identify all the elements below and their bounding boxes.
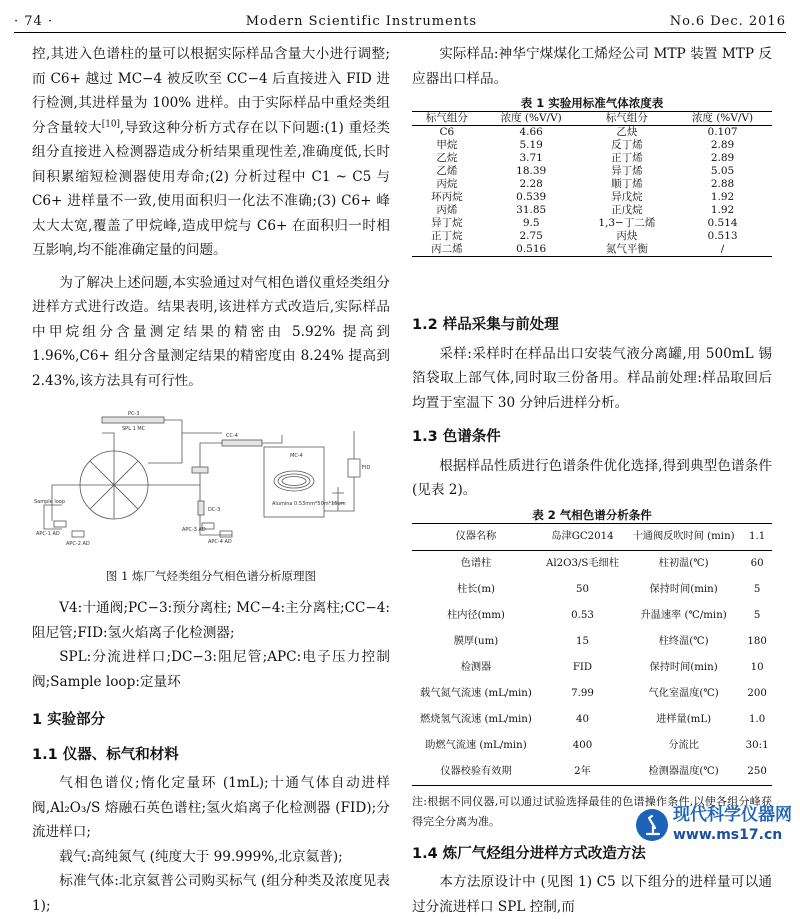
table-cell: 柱初温(℃)	[658, 557, 709, 569]
table-cell: 5	[753, 583, 761, 595]
paragraph: 根据样品性质进行色谱条件优化选择,得到典型色谱条件 (见表 2)。	[412, 457, 772, 498]
section-heading: 1 实验部分	[32, 712, 106, 728]
table-cell: 丙烷	[436, 178, 458, 190]
table-cell: 顺丁烯	[611, 178, 643, 190]
table-cell: 环丙烷	[431, 191, 463, 203]
table-cell: 仪器校验有效期	[440, 765, 512, 777]
apc-label: APC-1 AD	[36, 531, 60, 537]
table-cell: 400	[572, 739, 593, 751]
table-cell: 2.89	[710, 139, 735, 151]
subsection-heading: 1.4 炼厂气烃组分进样方式改造方法	[412, 845, 646, 862]
table-cell: 2.88	[710, 178, 735, 190]
table-cell: 0.539	[516, 191, 547, 203]
table-header-row	[412, 112, 772, 126]
table-cell: C6	[439, 126, 455, 138]
table-cell: 气化室温度(℃)	[648, 687, 719, 699]
watermark-title: 现代科学仪器网	[673, 805, 792, 825]
paragraph: 本方法原设计中 (见图 1) C5 以下组分的进样量可以通过分流进样口 SPL 控制,而	[412, 874, 772, 915]
chromatography-schematic	[32, 403, 390, 551]
table-cell: 浓度 (%V/V)	[673, 112, 772, 126]
spl-label: SPL 1 MC	[122, 426, 146, 432]
mc-label: MC-4	[290, 453, 303, 459]
table-cell: 5.05	[710, 165, 735, 177]
table-cell: 正丁烷	[431, 230, 463, 242]
figure-legend: SPL:分流进样口;DC−3:阻尼管;APC:电子压力控制阀;Sample loop:定量环	[32, 649, 390, 690]
subsection-heading: 1.2 样品采集与前处理	[412, 317, 559, 333]
table-cell: 异丁烯	[611, 165, 643, 177]
table-cell: 0.516	[516, 243, 547, 255]
table-cell: 7.99	[571, 687, 594, 699]
table-cell: 升温速率 (℃/min)	[640, 609, 727, 621]
site-watermark	[635, 805, 792, 845]
figure-caption: 图 1 炼厂气烃类组分气相色谱分析原理图	[105, 568, 317, 583]
table-cell: 检测器	[460, 661, 492, 673]
standard-gas-table	[412, 111, 772, 257]
table-cell: 分流比	[668, 739, 699, 751]
table-cell: 0.514	[707, 217, 738, 229]
table-cell: 1.92	[710, 191, 735, 203]
table-caption: 表 1 实验用标准气体浓度表	[520, 96, 664, 110]
subsection-heading: 1.3 色谱条件	[412, 429, 501, 445]
table-cell: 保持时间(min)	[649, 583, 718, 595]
table-cell: 180	[747, 635, 767, 647]
table-row	[412, 707, 772, 733]
table-cell: 31.85	[516, 204, 547, 216]
table-row	[412, 165, 772, 178]
table-row	[412, 577, 772, 603]
table-cell: 柱终温(℃)	[658, 635, 709, 647]
table-cell: 2.28	[519, 178, 543, 190]
table-row	[412, 204, 772, 217]
table-row	[412, 126, 772, 140]
paragraph: 采样:采样时在样品出口安装气液分离罐,用 500mL 锡箔袋取上部气体,同时取三份备用。样品前处理:样品取回后均置于室温下 30 分钟后进样分析。	[412, 345, 772, 411]
paragraph: 气相色谱仪;惰化定量环 (1mL);十通气体自动进样阀,Al₂O₃/S 熔融石英色谱柱;氢火焰离子化检测器 (FID);分流进样口;	[32, 775, 390, 840]
fid-label: FID	[362, 465, 371, 471]
table-cell: 进样量(mL)	[656, 713, 712, 725]
table-caption: 表 2 气相色谱分析条件	[532, 507, 652, 522]
table-cell: 丙炔	[616, 230, 638, 242]
table-row	[412, 655, 772, 681]
table-cell: 标气组分	[412, 112, 482, 126]
table-cell: 正戊烷	[611, 204, 643, 216]
table-row	[412, 629, 772, 655]
table-cell: 0.107	[707, 126, 738, 138]
table-cell: 反丁烯	[611, 139, 643, 151]
table-row	[412, 759, 772, 786]
table-cell: 200	[747, 687, 767, 699]
table-cell: 色谱柱	[460, 557, 492, 569]
left-column	[32, 42, 390, 918]
table-cell: 18.39	[516, 165, 547, 177]
table-cell: 正丁烯	[611, 152, 643, 164]
table-row	[412, 681, 772, 707]
running-header	[14, 10, 786, 33]
table-cell: 2年	[574, 765, 591, 777]
citation-ref: [10]	[101, 118, 120, 129]
table-cell: Al2O3/S毛细柱	[546, 557, 619, 569]
table-row	[412, 191, 772, 204]
gc-conditions-table	[412, 523, 772, 786]
table-cell: 异戊烷	[611, 191, 643, 203]
paragraph: 控,其进入色谱柱的量可以根据实际样品含量大小进行调整;而 C6+ 越过 MC−4 被反吹至 CC−4 后直接进入 FID 进行检测,其进样量为 100% 进样。由于实际样品中重烃类组分含量较大[10],导致这种分析方式存在以下问题:(1) 重烃类组分直接进入检测器造成分析结果重现性差,准确度低,长时间积累缩短检测器使用寿命;(2) 分析过程中 C1 ~ C5 与 C6+ 进样量不一致,使用面积归一化法不准确;(3) C6+ 峰太大太宽,覆盖了甲烷峰,造成甲烷与 C6+ 在面积归一时相互影响,均不能准确定量的问题。	[32, 46, 390, 258]
table-cell: 异丁烷	[431, 217, 463, 229]
table-cell: FID	[572, 661, 593, 673]
paragraph: 载气:高纯氮气 (纯度大于 99.999%,北京氦普);	[59, 848, 343, 865]
apc-label: APC-4 AD	[208, 539, 232, 545]
microscope-logo-icon	[635, 808, 669, 842]
table-cell: /	[720, 243, 725, 255]
table-cell: 4.66	[519, 126, 543, 138]
table-row	[412, 603, 772, 629]
table-cell: 柱长(m)	[456, 583, 495, 595]
table-header-row	[412, 523, 772, 550]
pc-label: PC-3	[128, 411, 140, 417]
table-cell: 1,3−丁二烯	[598, 217, 656, 229]
paragraph: 标准气体:北京氦普公司购买标气 (组分种类及浓度见表 1);	[32, 873, 390, 914]
table-cell: 15	[575, 635, 589, 647]
table-row	[412, 243, 772, 257]
table-cell: 检测器温度(℃)	[648, 765, 719, 777]
watermark-url: www.ms17.cn	[673, 827, 783, 843]
table-cell: 60	[750, 557, 764, 569]
table-cell: 仪器名称	[412, 523, 540, 550]
column-label: Alumina 0.53mm*50m*15um	[272, 501, 346, 507]
table-cell: 2.89	[710, 152, 735, 164]
page-number: · 74 ·	[14, 13, 54, 29]
table-row	[412, 152, 772, 165]
table-note: 注:根据不同仪器,可以通过试验选择最佳的色谱操作条件,以使各组分峰获得完全分离为准。	[412, 794, 772, 828]
sample-loop-label: Sample loop	[34, 499, 66, 505]
table-cell: 40	[575, 713, 589, 725]
table-cell: 5.19	[519, 139, 543, 151]
table-cell: 30:1	[745, 739, 769, 751]
table-cell: 甲烷	[436, 139, 458, 151]
paragraph: 为了解决上述问题,本实验通过对气相色谱仪重烃类组分进样方式进行改造。结果表明,该进样方式改造后,实际样品中甲烷组分含量测定结果的精密由 5.92% 提高到 1.96%,C6+ 组分含量测定结果的精密度由 8.24% 提高到 2.43%,该方法具有可行性。	[32, 274, 390, 389]
table-cell: 载气氮气流速 (mL/min)	[420, 687, 532, 699]
table-row	[412, 550, 772, 577]
table-cell: 燃烧氢气流速 (mL/min)	[420, 713, 532, 725]
table-cell: 十通阀反吹时间 (min)	[625, 523, 742, 550]
subsection-heading: 1.1 仪器、标气和材料	[32, 746, 179, 763]
table-cell: 乙烷	[436, 152, 458, 164]
table-cell: 1.1	[742, 523, 772, 550]
paragraph: 实际样品:神华宁煤煤化工烯烃公司 MTP 装置 MTP 反应器出口样品。	[412, 46, 772, 87]
table-row	[412, 733, 772, 759]
table-cell: 0.513	[707, 230, 738, 242]
apc-label: APC-3 AD	[182, 527, 206, 533]
cc-label: CC-4	[226, 433, 238, 439]
table-row	[412, 178, 772, 191]
table-cell: 标气组分	[581, 112, 673, 126]
table-cell: 乙炔	[616, 126, 638, 138]
apc-label: APC-2 AD	[66, 541, 90, 547]
journal-name: Modern Scientific Instruments	[245, 13, 478, 29]
table-cell: 2.75	[519, 230, 543, 242]
figure-legend: V4:十通阀;PC−3:预分离柱; MC−4:主分离柱;CC−4:阻尼管;FID:氢火焰离子化检测器;	[32, 600, 390, 641]
dc-label: DC-3	[208, 507, 221, 513]
table-cell: 50	[575, 583, 589, 595]
table-cell: 丙二烯	[431, 243, 463, 255]
table-row	[412, 139, 772, 152]
table-cell: 1.0	[749, 713, 766, 725]
table-row	[412, 230, 772, 243]
table-cell: 浓度 (%V/V)	[482, 112, 581, 126]
table-cell: 丙烯	[436, 204, 458, 216]
table-cell: 岛津GC2014	[540, 523, 625, 550]
table-cell: 柱内径(mm)	[447, 609, 505, 621]
table-cell: 膜厚(um)	[453, 635, 499, 647]
table-cell: 10	[750, 661, 764, 673]
table-cell: 5	[753, 609, 761, 621]
table-cell: 氮气平衡	[605, 243, 648, 255]
table-cell: 乙烯	[436, 165, 458, 177]
issue-info: No.6 Dec. 2016	[669, 13, 786, 29]
table-cell: 保持时间(min)	[649, 661, 718, 673]
table-row	[412, 217, 772, 230]
table-cell: 0.53	[571, 609, 594, 621]
table-cell: 助燃气流速 (mL/min)	[425, 739, 527, 751]
table-cell: 250	[747, 765, 767, 777]
right-column	[412, 42, 772, 919]
table-cell: 1.92	[710, 204, 735, 216]
table-cell: 3.71	[519, 152, 543, 164]
table-cell: 9.5	[522, 217, 540, 229]
